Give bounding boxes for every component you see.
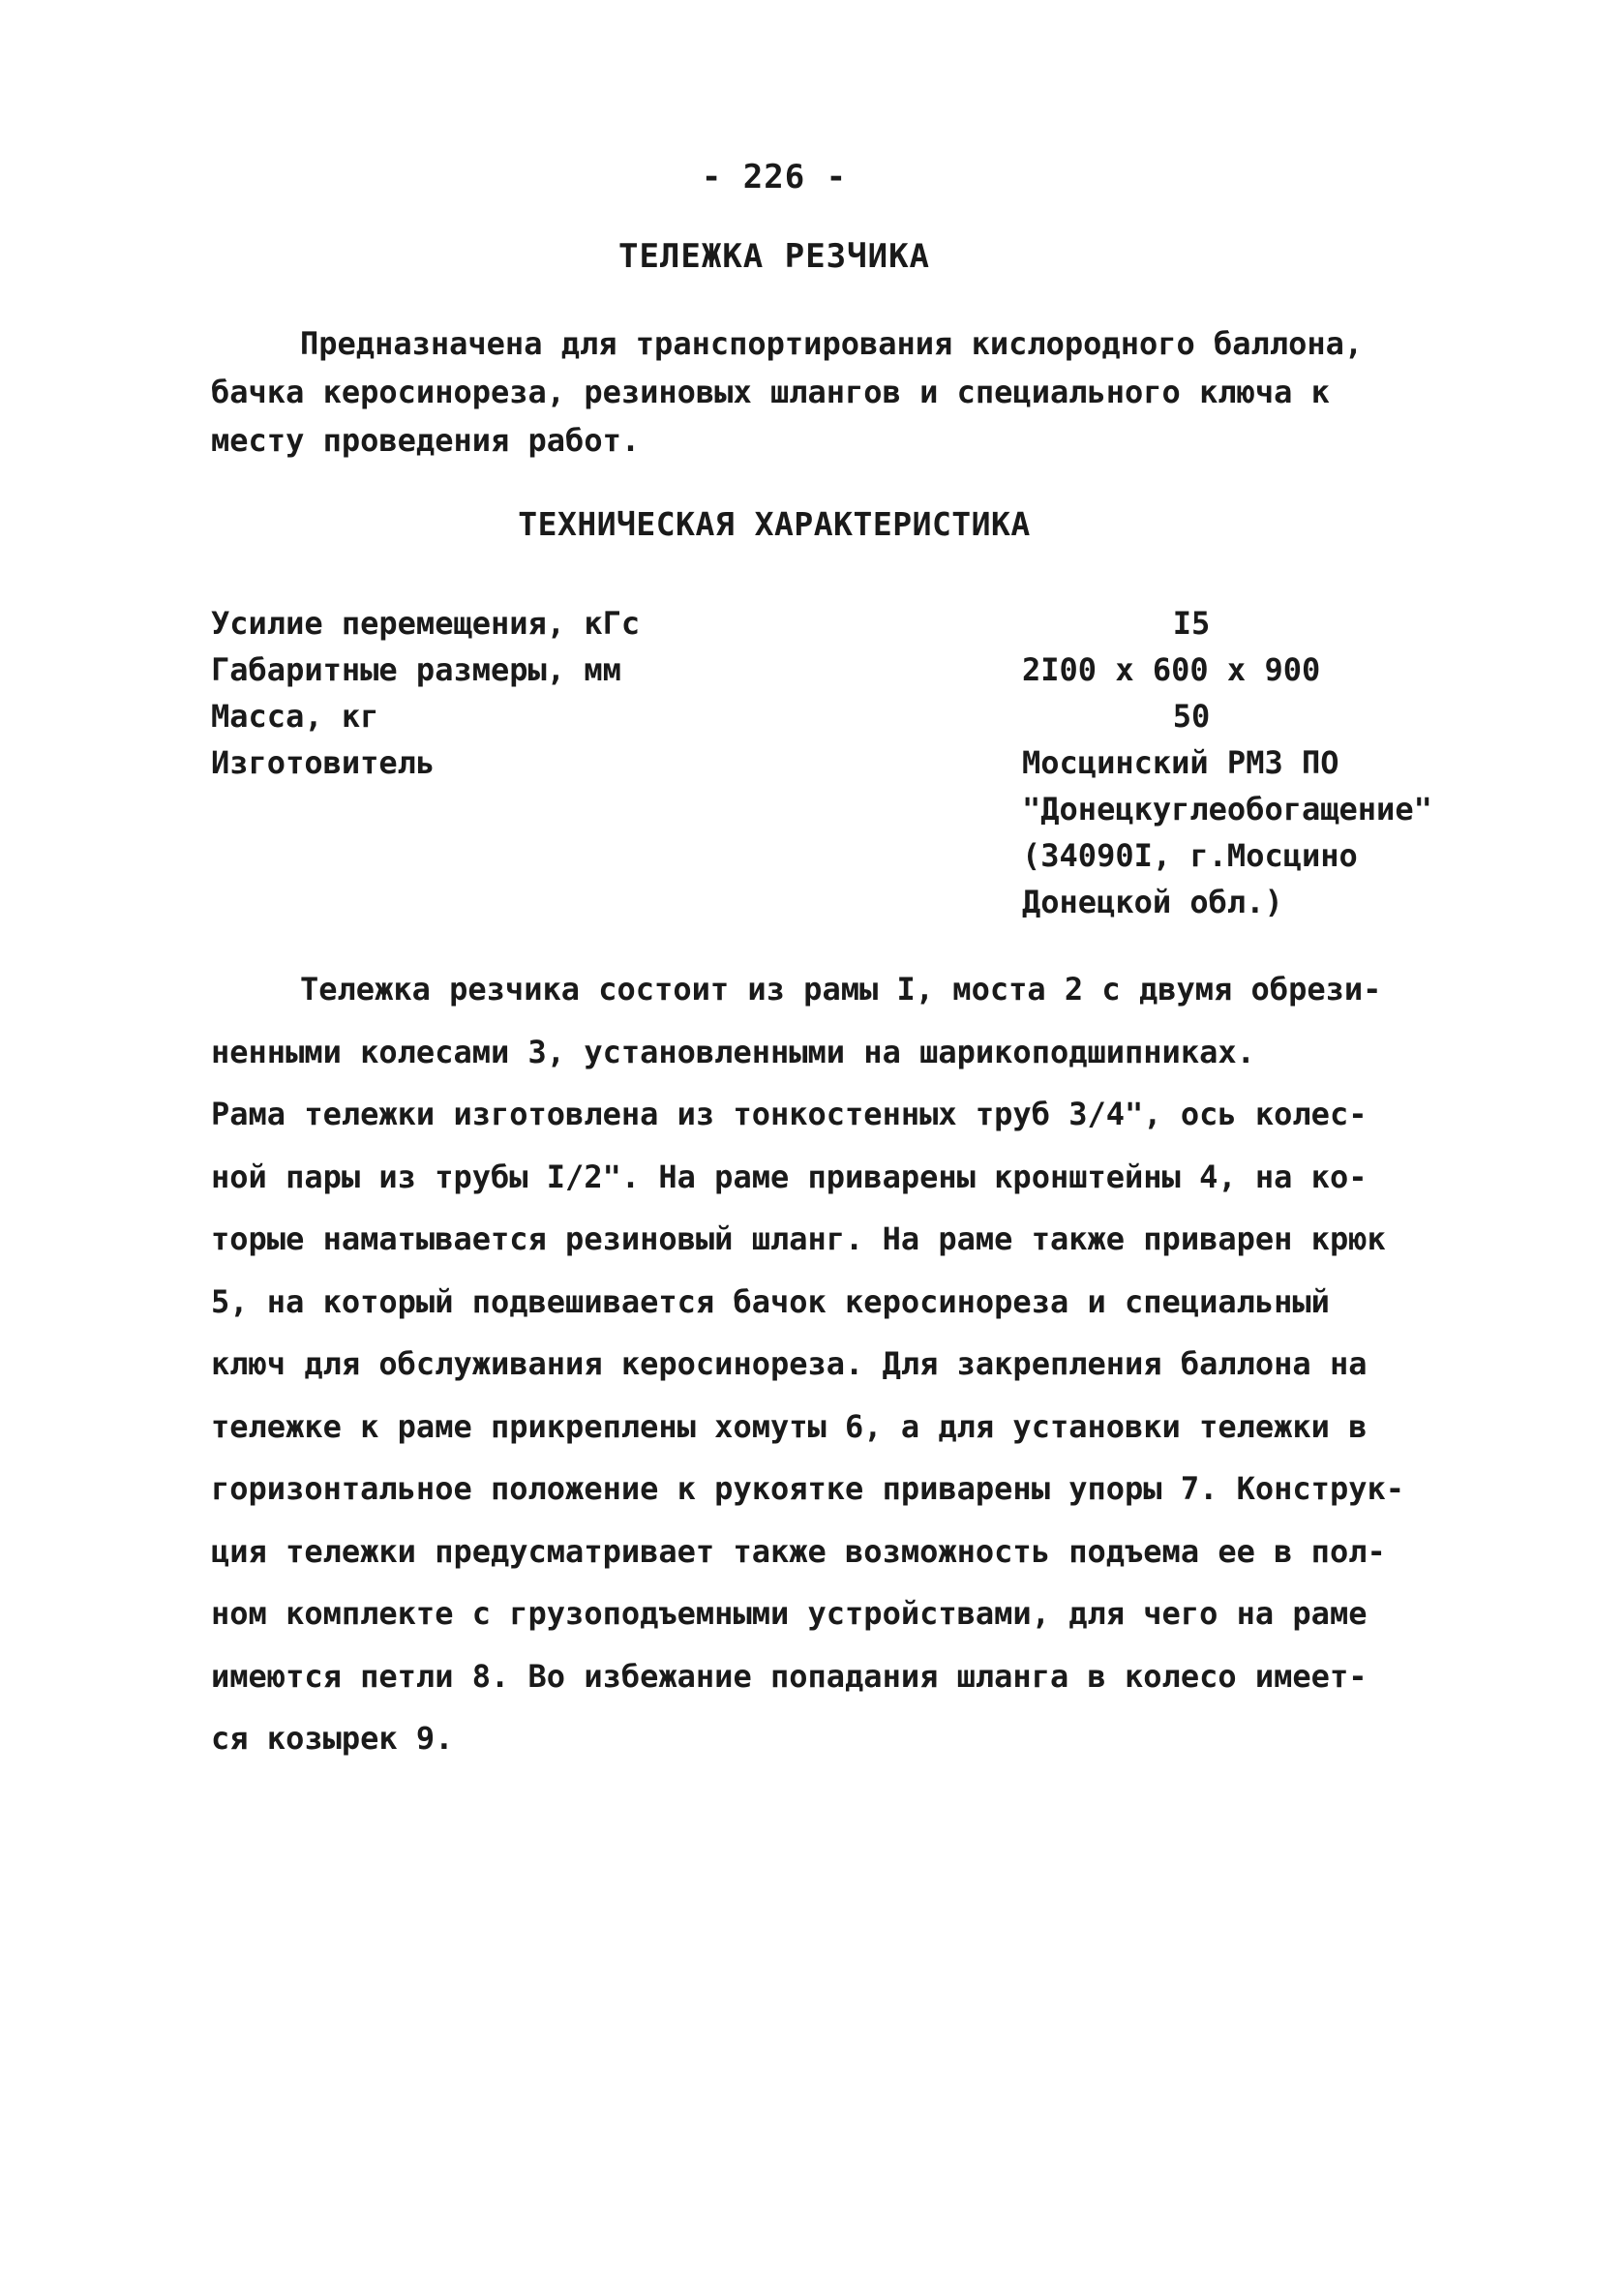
spec-value: Донецкой обл.) bbox=[1022, 884, 1283, 920]
body-line: горизонтальное положение к рукоятке приварены упоры 7. Конструк- bbox=[211, 1470, 1404, 1507]
spec-label: Масса, кг bbox=[211, 698, 379, 735]
description-paragraph bbox=[211, 958, 1459, 1770]
spec-row-dimensions bbox=[211, 647, 1469, 693]
body-line: имеются петли 8. Во избежание попадания шланга в колесо имеет- bbox=[211, 1657, 1368, 1695]
spec-row-manufacturer bbox=[211, 739, 1469, 786]
spec-label: Усилие перемещения, кГс bbox=[211, 605, 641, 642]
intro-line: бачка керосинореза, резиновых шлангов и специального ключа к bbox=[211, 374, 1330, 410]
spec-row-manufacturer-cont bbox=[211, 832, 1469, 879]
spec-label: Габаритные размеры, мм bbox=[211, 651, 621, 688]
body-line: ненными колесами 3, установленными на шарикоподшипниках. bbox=[211, 1033, 1255, 1070]
body-line: 5, на который подвешивается бачок керосинореза и специальный bbox=[211, 1282, 1330, 1320]
spec-row-manufacturer-cont bbox=[211, 879, 1469, 925]
body-line: Тележка резчика состоит из рамы I, моста 2 с двумя обрези- bbox=[300, 971, 1382, 1008]
spec-value: 50 bbox=[1172, 698, 1211, 735]
spec-value: 2I00 x 600 x 900 bbox=[1022, 651, 1321, 688]
body-line: ной пары из трубы I/2". На раме приварены кронштейны 4, на ко- bbox=[211, 1158, 1368, 1195]
body-line: Рама тележки изготовлена из тонкостенных труб 3/4", ось колес- bbox=[211, 1096, 1368, 1132]
page-number: - 226 - bbox=[701, 158, 848, 196]
spec-value: I5 bbox=[1172, 605, 1211, 642]
spec-row-mass bbox=[211, 693, 1469, 739]
intro-line: Предназначена для транспортирования кислородного баллона, bbox=[300, 325, 1364, 362]
body-line: ся козырек 9. bbox=[211, 1720, 454, 1757]
intro-line: месту проведения работ. bbox=[211, 422, 641, 459]
spec-value: Мосцинский РМЗ ПО bbox=[1022, 744, 1339, 781]
document-title: ТЕЛЕЖКА РЕЗЧИКА bbox=[617, 237, 931, 276]
spec-value: "Донецкуглеобогащение" bbox=[1022, 791, 1432, 828]
body-line: ном комплекте с грузоподъемными устройствами, для чего на раме bbox=[211, 1595, 1368, 1632]
spec-value: (34090I, г.Мосцино bbox=[1022, 837, 1358, 874]
intro-paragraph bbox=[211, 319, 1459, 465]
body-line: торые наматывается резиновый шланг. На раме также приварен крюк bbox=[211, 1220, 1386, 1257]
section-heading: ТЕХНИЧЕСКАЯ ХАРАКТЕРИСТИКА bbox=[518, 505, 1031, 543]
body-line: тележке к раме прикреплены хомуты 6, а для установки тележки в bbox=[211, 1407, 1368, 1445]
spec-label: Изготовитель bbox=[211, 744, 436, 781]
spec-table bbox=[211, 600, 1469, 925]
spec-row-manufacturer-cont bbox=[211, 786, 1469, 832]
body-line: ключ для обслуживания керосинореза. Для закрепления баллона на bbox=[211, 1345, 1368, 1382]
spec-row-force bbox=[211, 600, 1469, 647]
body-line: ция тележки предусматривает также возможность подъема ее в пол- bbox=[211, 1532, 1386, 1570]
